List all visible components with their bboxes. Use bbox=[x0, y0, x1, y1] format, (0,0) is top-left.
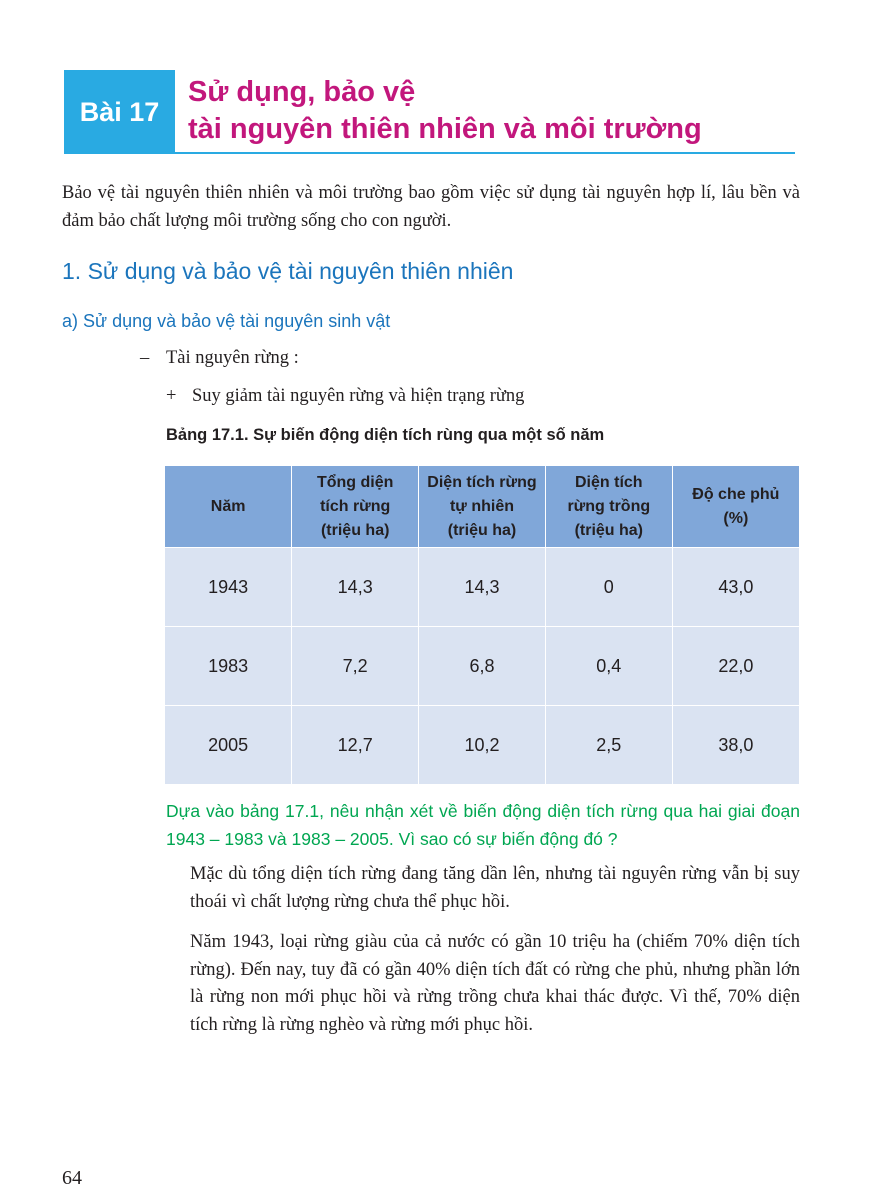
table-cell: 6,8 bbox=[419, 627, 546, 706]
plus-list-item bbox=[166, 386, 524, 407]
plus-marker: + bbox=[166, 386, 177, 406]
dash-marker: – bbox=[140, 348, 150, 368]
table-cell: 12,7 bbox=[292, 706, 419, 785]
body-paragraph-1: Mặc dù tổng diện tích rừng đang tăng dần lên, nhưng tài nguyên rừng vẫn bị suy thoái vì chất lượng rừng chưa thể phục hồi. bbox=[190, 864, 800, 912]
question-prompt: Dựa vào bảng 17.1, nêu nhận xét về biến động diện tích rừng qua hai giai đoạn 1943 – 1983 và 1983 – 2005. Vì sao có sự biến động đó ? bbox=[166, 801, 800, 849]
title-underline bbox=[175, 152, 795, 154]
table-cell: 0,4 bbox=[545, 627, 672, 706]
table-row bbox=[165, 548, 799, 627]
dash-list-item bbox=[140, 348, 299, 369]
subsection-heading: a) Sử dụng và bảo vệ tài nguyên sinh vật bbox=[62, 311, 391, 331]
dash-item-text: Tài nguyên rừng : bbox=[166, 348, 299, 368]
header-forest-cover: Độ che phủ (%) bbox=[672, 466, 799, 548]
table-cell: 2,5 bbox=[545, 706, 672, 785]
header-planted-forest-area: Diện tích rừng trồng (triệu ha) bbox=[545, 466, 672, 548]
header-total-forest-area: Tổng diện tích rừng (triệu ha) bbox=[292, 466, 419, 548]
lesson-badge: Bài 17 bbox=[64, 70, 175, 154]
table-cell: 10,2 bbox=[419, 706, 546, 785]
section-heading: 1. Sử dụng và bảo vệ tài nguyên thiên nhiên bbox=[62, 258, 514, 284]
table-cell: 43,0 bbox=[672, 548, 799, 627]
table-cell: 7,2 bbox=[292, 627, 419, 706]
table-cell: 2005 bbox=[165, 706, 292, 785]
lesson-title-line1: Sử dụng, bảo vệ bbox=[188, 76, 416, 108]
table-cell: 0 bbox=[545, 548, 672, 627]
table-cell: 1943 bbox=[165, 548, 292, 627]
table-caption: Bảng 17.1. Sự biến động diện tích rùng qua một số năm bbox=[166, 426, 605, 444]
intro-paragraph: Bảo vệ tài nguyên thiên nhiên và môi trường bao gồm việc sử dụng tài nguyên hợp lí, lâu bền và đảm bảo chất lượng môi trường sống cho con người. bbox=[62, 183, 800, 231]
forest-area-table bbox=[165, 466, 799, 785]
lesson-title-line2: tài nguyên thiên nhiên và môi trường bbox=[188, 113, 702, 145]
table-cell: 1983 bbox=[165, 627, 292, 706]
page-number: 64 bbox=[62, 1167, 82, 1189]
table-row bbox=[165, 706, 799, 785]
table-header-row bbox=[165, 466, 799, 548]
table-cell: 14,3 bbox=[292, 548, 419, 627]
table-cell: 14,3 bbox=[419, 548, 546, 627]
body-paragraph-2: Năm 1943, loại rừng giàu của cả nước có gần 10 triệu ha (chiếm 70% diện tích rừng). Đến nay, tuy đã có gần 40% diện tích đất có rừng che phủ, nhưng phần lớn là rừng non mới phục hồi và rừng trồng chưa khai thác được. Vì thế, 70% diện tích rừng là rừng nghèo và rừng mới phục hồi. bbox=[190, 932, 800, 1035]
plus-item-text: Suy giảm tài nguyên rừng và hiện trạng rừng bbox=[192, 386, 525, 406]
lesson-title bbox=[188, 74, 798, 148]
table-row bbox=[165, 627, 799, 706]
header-natural-forest-area: Diện tích rừng tự nhiên (triệu ha) bbox=[419, 466, 546, 548]
table-cell: 22,0 bbox=[672, 627, 799, 706]
header-year: Năm bbox=[165, 466, 292, 548]
table-cell: 38,0 bbox=[672, 706, 799, 785]
